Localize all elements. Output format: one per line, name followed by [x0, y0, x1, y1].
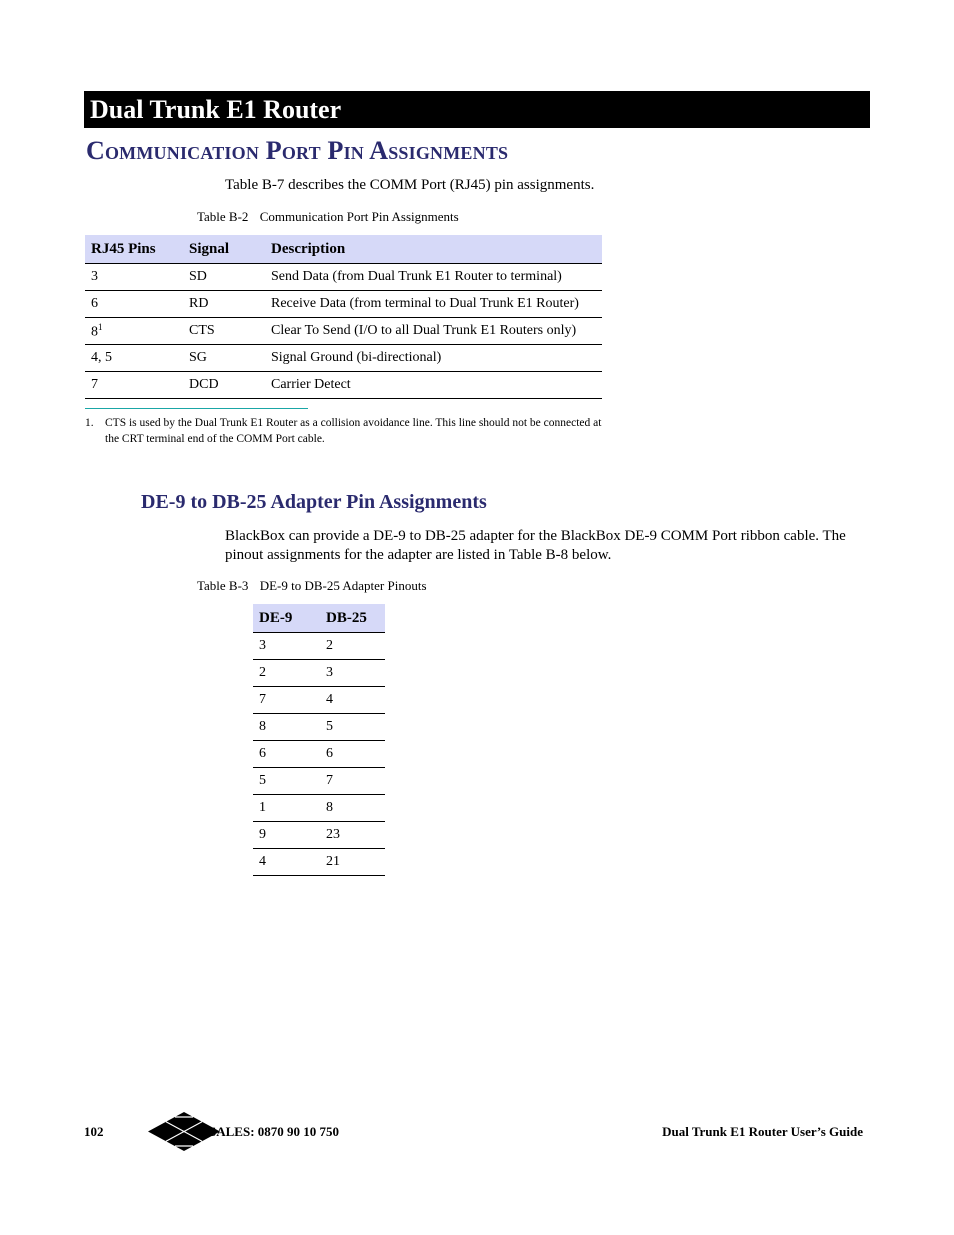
page-number: 102	[84, 1124, 104, 1139]
footnote	[85, 415, 605, 447]
table-row	[85, 291, 602, 318]
table-cell: 5	[320, 714, 385, 741]
footnote-mark: 1.	[85, 417, 94, 429]
column-header: Description	[265, 235, 602, 264]
table-cell: Clear To Send (I/O to all Dual Trunk E1 Routers only)	[265, 318, 602, 345]
table-cell: 7	[320, 768, 385, 795]
table-cell: 5	[253, 768, 320, 795]
table1-caption-text: Communication Port Pin Assignments	[259, 209, 459, 224]
adapter-pinouts-table	[253, 604, 385, 876]
table-cell: 1	[253, 795, 320, 822]
table-row	[253, 768, 385, 795]
table2-caption	[197, 578, 427, 594]
footnote-text: CTS is used by the Dual Trunk E1 Router as a collision avoidance line. This line should not be connected at the CRT terminal end of the COMM Port cable.	[105, 417, 602, 445]
intro-text: Table B-7 describes the COMM Port (RJ45) pin assignments.	[225, 177, 595, 193]
table-cell: 6	[85, 291, 183, 318]
table-cell: Signal Ground (bi-directional)	[265, 345, 602, 372]
guide-title: Dual Trunk E1 Router User’s Guide	[662, 1124, 863, 1139]
footnote-divider	[85, 408, 308, 409]
table-cell: Carrier Detect	[265, 372, 602, 399]
table-cell: 4, 5	[85, 345, 183, 372]
page-banner: Dual Trunk E1 Router	[84, 91, 870, 128]
table-cell: 2	[320, 633, 385, 660]
table-cell: RD	[183, 291, 265, 318]
table-row	[85, 264, 602, 291]
table-row	[85, 318, 602, 345]
table-cell: 9	[253, 822, 320, 849]
table-row	[253, 660, 385, 687]
table-cell: SG	[183, 345, 265, 372]
table-row	[253, 714, 385, 741]
table-row	[85, 345, 602, 372]
table-row	[253, 822, 385, 849]
table2-caption-number: Table B-3	[197, 578, 249, 593]
table-header-row	[253, 604, 385, 633]
table-row	[253, 741, 385, 768]
table-row	[253, 687, 385, 714]
table-cell: 4	[253, 849, 320, 876]
table-cell: Receive Data (from terminal to Dual Trunk E1 Router)	[265, 291, 602, 318]
table-cell: 8	[253, 714, 320, 741]
column-header: Signal	[183, 235, 265, 264]
table-cell: 23	[320, 822, 385, 849]
table-cell: Send Data (from Dual Trunk E1 Router to terminal)	[265, 264, 602, 291]
table-cell: 3	[320, 660, 385, 687]
table-cell: 6	[320, 741, 385, 768]
table-cell: SD	[183, 264, 265, 291]
table-cell: DCD	[183, 372, 265, 399]
footnote-reference: 1	[98, 321, 103, 332]
table-cell: 3	[85, 264, 183, 291]
table-cell: 21	[320, 849, 385, 876]
table-row	[253, 795, 385, 822]
column-header: DE-9	[253, 604, 320, 633]
table1-caption	[197, 209, 459, 225]
column-header: DB-25	[320, 604, 385, 633]
table-cell: 7	[253, 687, 320, 714]
subsection-paragraph: BlackBox can provide a DE-9 to DB-25 adapter for the BlackBox DE-9 COMM Port ribbon cable. The pinout assignments for the adapter are listed in Table B-8 below.	[225, 528, 846, 563]
table-cell: 2	[253, 660, 320, 687]
table-cell-value: 8	[91, 324, 98, 340]
table-cell: 8	[320, 795, 385, 822]
table-cell: 3	[253, 633, 320, 660]
table-cell: CTS	[183, 318, 265, 345]
table-cell	[85, 318, 183, 345]
table-cell: 4	[320, 687, 385, 714]
table-cell: 7	[85, 372, 183, 399]
table-row	[85, 372, 602, 399]
column-header: RJ45 Pins	[85, 235, 183, 264]
table-header-row	[85, 235, 602, 264]
sales-contact: SALES: 0870 90 10 750	[209, 1124, 340, 1139]
pin-assignments-table	[85, 235, 602, 399]
table2-caption-text: DE-9 to DB-25 Adapter Pinouts	[259, 578, 427, 593]
subsection-title: DE-9 to DB-25 Adapter Pin Assignments	[141, 491, 487, 513]
section-title: Communication Port Pin Assignments	[86, 136, 509, 165]
table-row	[253, 849, 385, 876]
table-row	[253, 633, 385, 660]
table-cell: 6	[253, 741, 320, 768]
table1-caption-number: Table B-2	[197, 209, 249, 224]
